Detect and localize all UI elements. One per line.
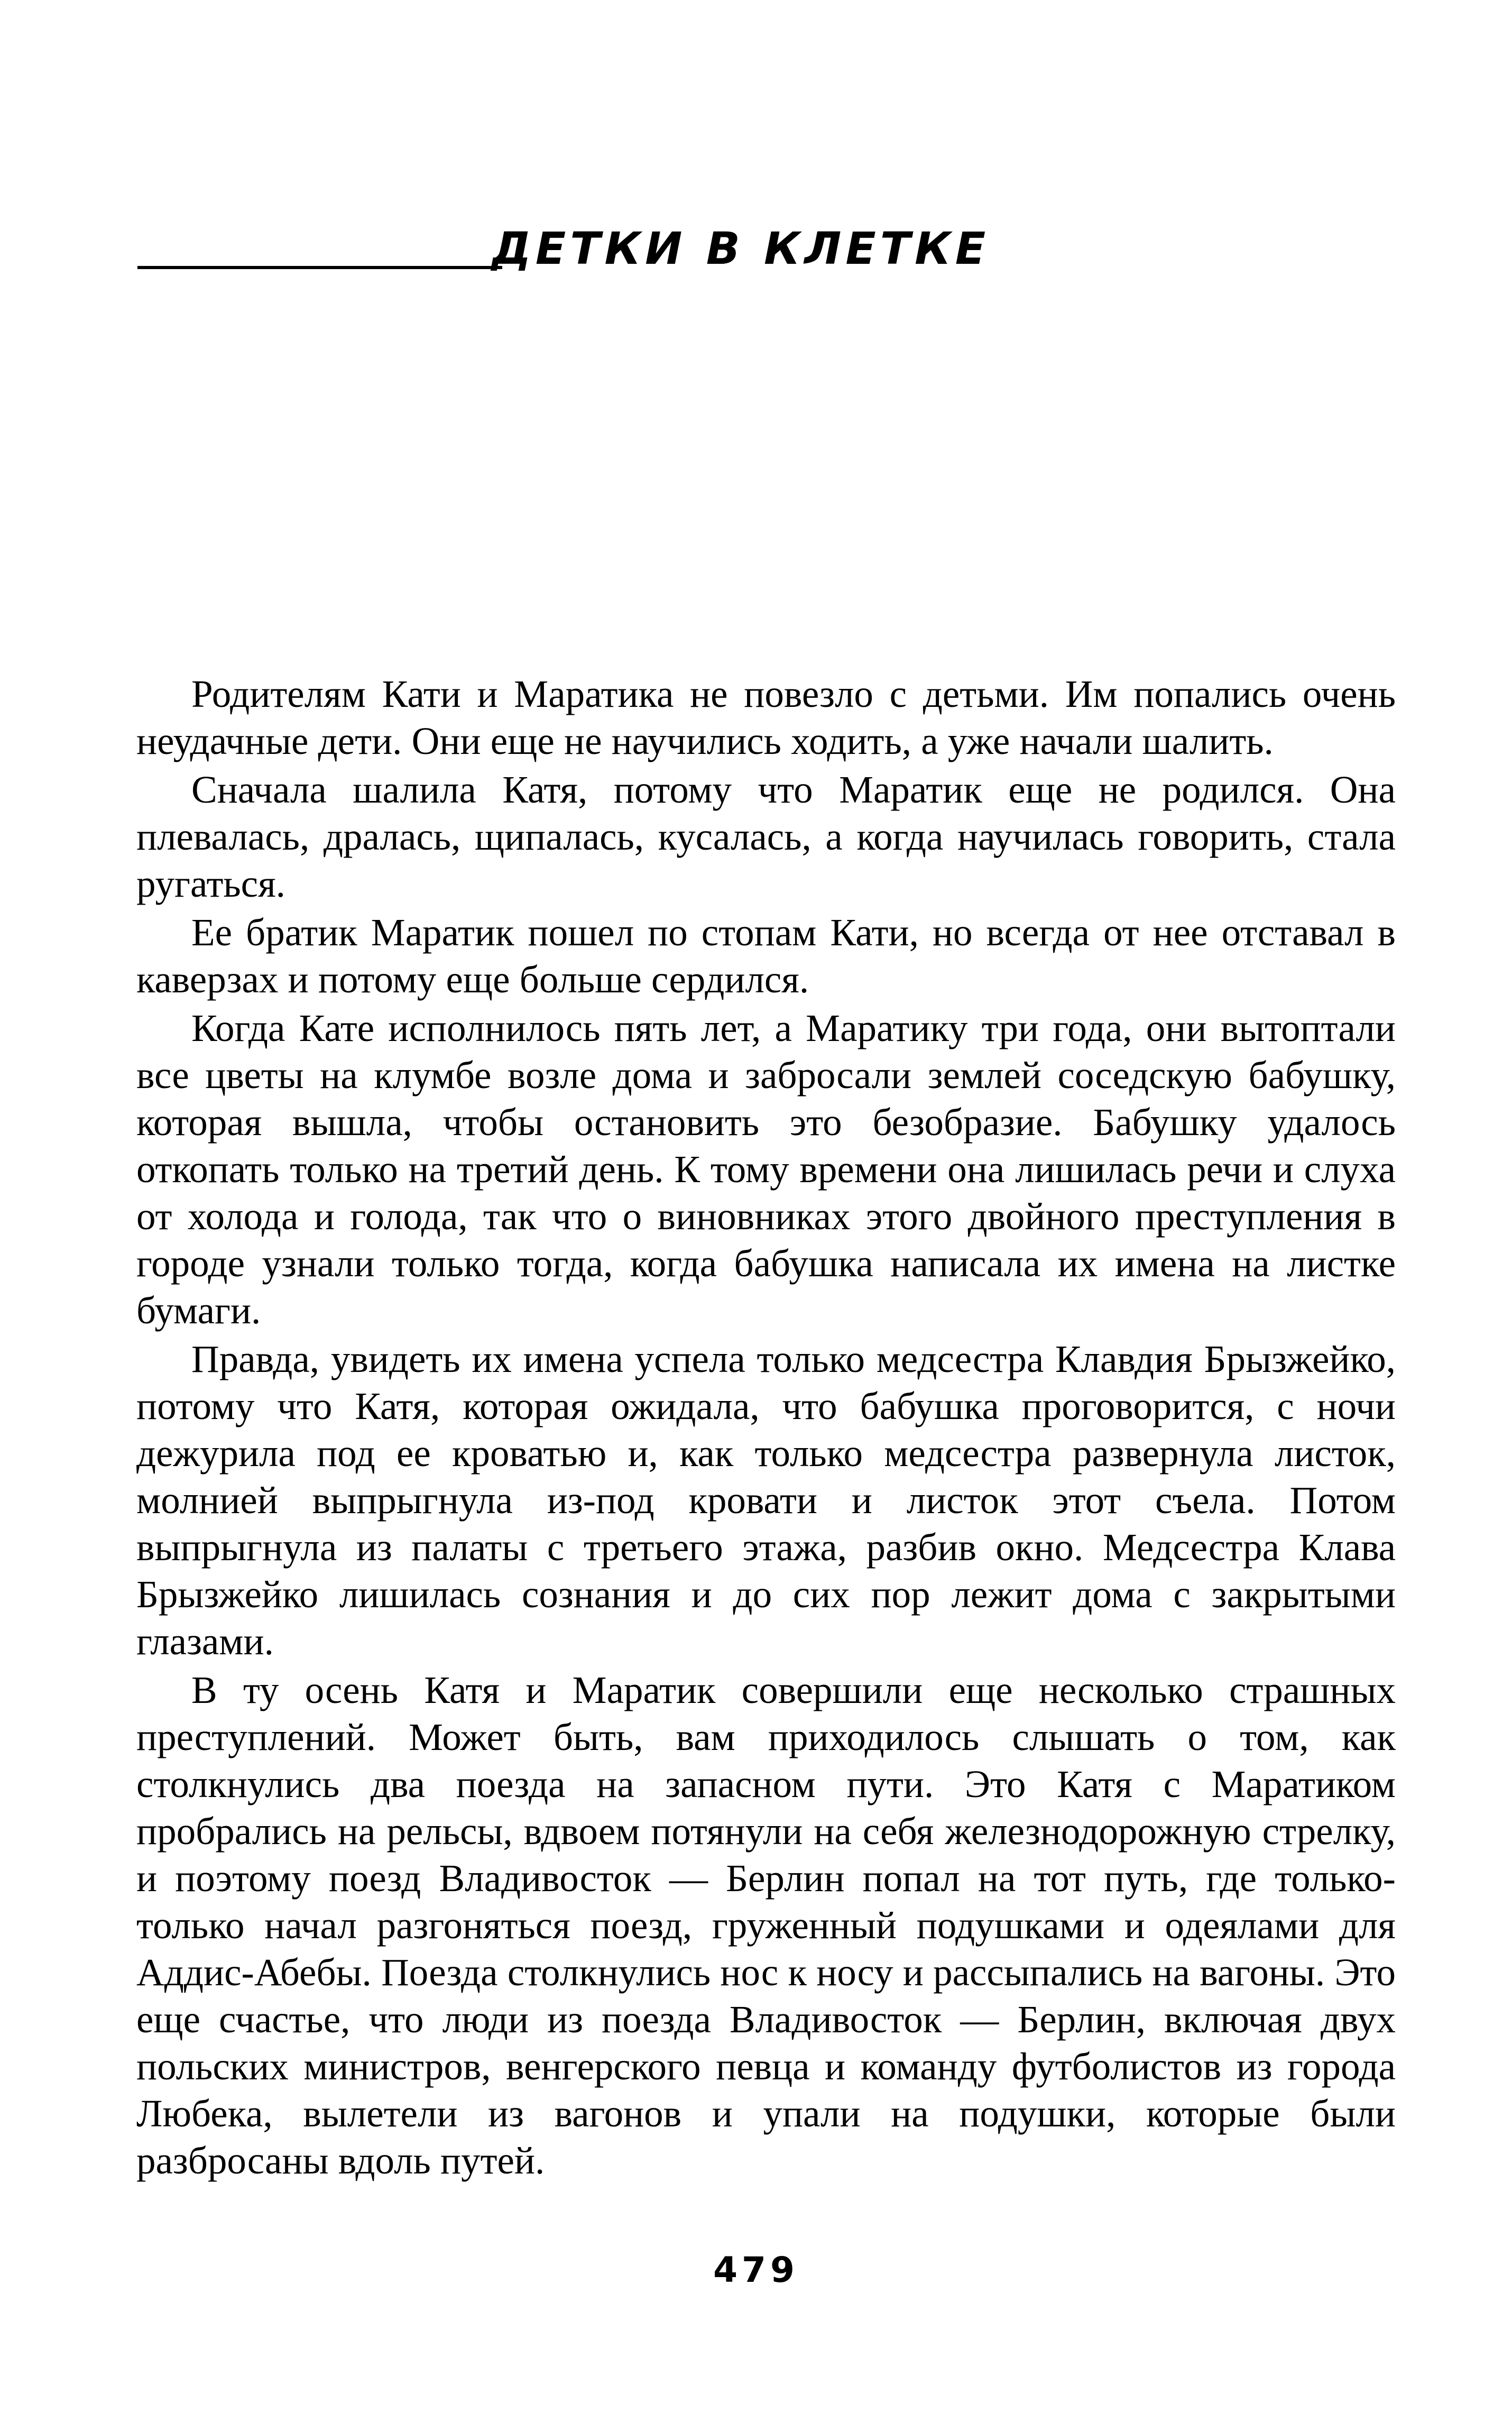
paragraph-3: Ее братик Маратик пошел по стопам Кати, но всегда от нее отставал в каверзах и потому еще больше сердился. xyxy=(136,911,1396,1001)
paragraph-4: Когда Кате исполнилось пять лет, а Маратику три года, они вытоптали все цветы на клумбе возле дома и забросали землей соседскую бабушку, которая вышла, чтобы остановить это безобразие. Бабушку удалось откопать только на третий день. К тому времени она лишилась речи и слуха от холода и голода, так что о виновниках этого двойного преступления в городе узнали только тогда, когда бабушка написала их имена на листке бумаги. xyxy=(136,1007,1396,1332)
paragraph-5: Правда, увидеть их имена успела только медсестра Клавдия Брызжейко, потому что Катя, которая ожидала, что бабушка проговорится, с ночи дежурила под ее кроватью и, как только медсестра развернула листок, молнией выпрыгнула из-под кровати и листок этот съела. Потом выпрыгнула из палаты с третьего этажа, разбив окно. Медсестра Клава Брызжейко лишилась сознания и до сих пор лежит дома с закрытыми глазами. xyxy=(136,1338,1396,1663)
running-head: ДЕТКИ В КЛЕТКЕ xyxy=(492,223,990,274)
body-text xyxy=(136,670,1396,2186)
page-number: 479 xyxy=(713,2250,799,2290)
paragraph-1: Родителям Кати и Маратика не повезло с детьми. Им попались очень неудачные дети. Они еще не научились ходить, а уже начали шалить. xyxy=(136,673,1396,762)
paragraph-6: В ту осень Катя и Маратик совершили еще несколько страшных преступлений. Может быть, вам приходилось слышать о том, как столкнулись два поезда на запасном пути. Это Катя с Маратиком пробрались на рельсы, вдвоем потянули на себя железнодорожную стрелку, и поэтому поезд Владивосток — Берлин попал на тот путь, где только-только начал разгоняться поезд, груженный подушками и одеялами для Аддис-Абебы. Поезда столкнулись нос к носу и рассыпались на вагоны. Это еще счастье, что люди из поезда Владивосток — Берлин, включая двух польских министров, венгерского певца и команду футболистов из города Любека, вылетели из вагонов и упали на подушки, которые были разбросаны вдоль путей. xyxy=(136,1669,1396,2182)
page-header xyxy=(132,222,1401,280)
paragraph-2: Сначала шалила Катя, потому что Маратик еще не родился. Она плевалась, дралась, щипалась, кусалась, а когда научилась говорить, стала ругаться. xyxy=(136,768,1396,905)
header-rule xyxy=(137,266,502,269)
